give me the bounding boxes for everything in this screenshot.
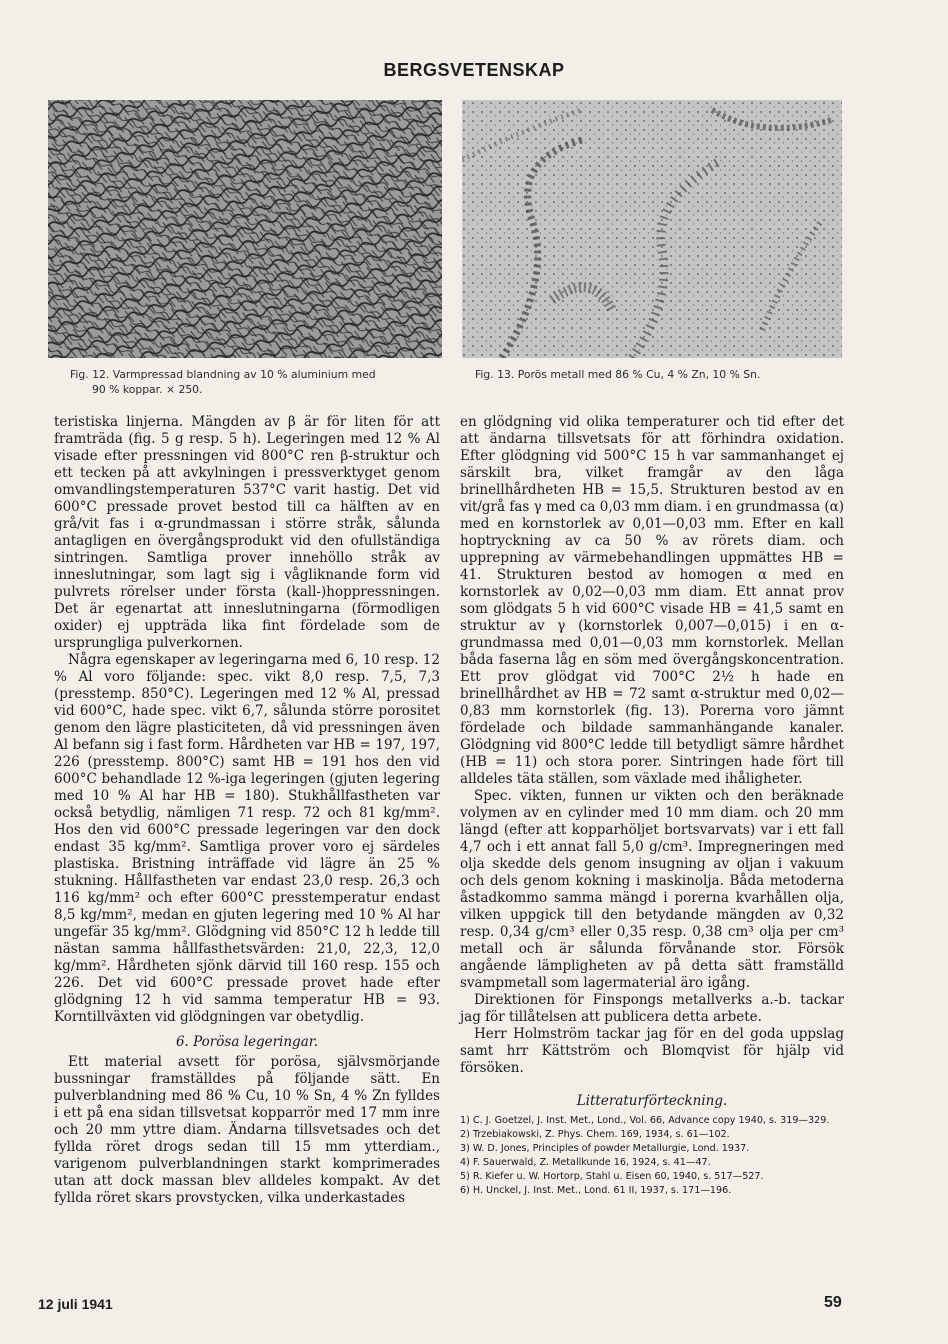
paragraph: Direktionen för Finspongs metallverks a.-b. tackar jag för tillåtelsen att publicera detta arbete.: [460, 992, 844, 1025]
figure-12-micrograph: [48, 100, 442, 358]
figure-12-caption: Fig. 12. Varmpressad blandning av 10 % aluminium med 90 % koppar. × 250.: [70, 368, 376, 396]
reference-item: 1) C. J. Goetzel, J. Inst. Met., Lond., Vol. 66, Advance copy 1940, s. 319—329.: [460, 1115, 830, 1126]
reference-list: [460, 1114, 844, 1198]
figure-13-caption: Fig. 13. Porös metall med 86 % Cu, 4 % Zn, 10 % Sn.: [475, 368, 761, 381]
reference-item: 2) Trzebiakowski, Z. Phys. Chem. 169, 1934, s. 61—102.: [460, 1129, 730, 1140]
paragraph: teristiska linjerna. Mängden av β är för liten för att framträda (fig. 5 g resp. 5 h). Legeringen med 12 % Al visade efter pressningen vid 800°C ren β-struktur och ett tecken på att avkylningen i pressverktyget genom omvandlingstemperaturen 537°C varit hastig. Det vid 600°C pressade provet bestod till ca hälften av en grå/vit fas i α-grundmassan i större stråk, sålunda antagligen en övergångsprodukt vid den ofullständiga sintringen. Samtliga prover innehöllo stråk av inneslutningar, som lagt sig i vågliknande form vid pulvrets rörelser under första (kall-)hoppressningen. Det är egenartat att inneslutningarna (förmodligen oxider) ej uppträda lika fint fördelade som de ursprungliga pulverkornen.: [54, 414, 440, 651]
reference-item: 6) H. Unckel, J. Inst. Met., Lond. 61 II, 1937, s. 171—196.: [460, 1185, 732, 1196]
paragraph: Ett material avsett för porösa, självsmörjande bussningar framställdes på följande sätt. En pulverblandning med 86 % Cu, 10 % Sn, 4 % Zn fylldes i ett på ena sidan tillsvetsat kopparrör med 17 mm inre och 20 mm yttre diam. Ändarna tillsvetsades och det fyllda röret drogs sedan till 15 mm ytterdiam., varigenom pulverblandningen starkt komprimerades utan att dock massan blev alldeles kompakt. Av det fyllda röret skars provstycken, vilka underkastades: [54, 1054, 440, 1206]
reference-item: 5) R. Kiefer u. W. Hortorp, Stahl u. Eisen 60, 1940, s. 517—527.: [460, 1171, 764, 1182]
paragraph: Spec. vikten, funnen ur vikten och den beräknade volymen av en cylinder med 10 mm diam. och 20 mm längd (efter att kopparhöljet bortsvarvats) var i ett fall 4,7 och i ett annat fall 5,0 g/cm³. Impregneringen med olja skedde dels genom insugning av oljan i vakuum och dels genom kokning i maskinolja. Båda metoderna åstadkommo samma mängd i porerna kvarhållen olja, vilken uppgick till den betydande mängden av 0,32 resp. 0,34 g/cm³ eller 0,35 resp. 0,38 cm³ olja per cm³ metall och är sålunda förvånande stor. Försök angående lämpligheten av på detta sätt framställd svampmetall som lagermaterial äro igång.: [460, 788, 844, 991]
figure-13-micrograph: [462, 100, 842, 358]
paragraph: Herr Holmström tackar jag för en del goda uppslag samt hrr Kättström och Blomqvist för hjälp vid försöken.: [460, 1026, 844, 1076]
issue-date: 12 juli 1941: [38, 1296, 113, 1312]
left-column: [54, 414, 440, 1207]
paragraph: Några egenskaper av legeringarna med 6, 10 resp. 12 % Al voro följande: spec. vikt 8,0 resp. 7,5, 7,3 (presstemp. 850°C). Legeringen med 12 % Al, pressad vid 600°C, hade spec. vikt 6,7, sålunda större porositet genom den lägre plasticiteten, då vid pressningen även Al befann sig i fast form. Hårdheten var HB = 197, 197, 226 (presstemp. 800°C) samt HB = 191 hos den vid 600°C behandlade 12 %-iga legeringen (gjuten legering med 10 % Al har HB = 180). Stukhållfastheten var också betydlig, nämligen 71 resp. 72 och 81 kg/mm². Hos den vid 600°C pressade legeringen var den dock endast 35 kg/mm². Samtliga prover voro ej särdeles plastiska. Bristning inträffade vid lägre än 25 % stukning. Hållfastheten var endast 23,0 resp. 26,3 och 116 kg/mm² och efter 600°C presstemperatur endast 8,5 kg/mm², medan en gjuten legering med 10 % Al har ungefär 35 kg/mm². Glödgning vid 850°C 12 h ledde till nästan samma hållfasthetsvärden: 21,0, 22,3, 12,0 kg/mm². Hårdheten sjönk därvid till 160 resp. 155 och 226. Det vid 600°C pressade provet hade efter glödgning 12 h vid samma temperatur HB = 93. Korntillväxten vid glödgningen var obetydlig.: [54, 652, 440, 1025]
references-heading: Litteraturförteckning.: [576, 1093, 728, 1109]
journal-title: BERGSVETENSKAP: [383, 60, 565, 80]
reference-item: 3) W. D. Jones, Principles of powder Metallurgie, Lond. 1937.: [460, 1143, 750, 1154]
paragraph: en glödgning vid olika temperaturer och tid efter det att ändarna tillsvetsats för att förhindra oxidation. Efter glödgning vid 500°C 15 h var sammanhanget ej särskilt bra, vilket framgår av den låga brinellhårdheten HB = 15,5. Strukturen bestod av en vit/grå fas γ med ca 0,03 mm diam. i en grundmassa (α) med en kornstorlek av 0,01—0,03 mm. Efter en kall hoptryckning av ca 50 % av rörets diam. och upprepning av värmebehandlingen uppmättes HB = 41. Strukturen bestod av homogen α med en kornstorlek av 0,02—0,03 mm diam. Ett annat prov som glödgats 5 h vid 600°C visade HB = 41,5 samt en struktur av γ (kornstorlek 0,007—0,015) i en α-grundmassa med 0,01—0,03 mm kornstorlek. Mellan båda faserna låg en söm med övergångskoncentration. Ett prov glödgat vid 700°C 2½ h hade en brinellhårdhet av HB = 72 samt α-struktur med 0,02—0,83 mm kornstorlek (fig. 13). Porerna voro jämnt fördelade och bildade sammanhängande kanaler. Glödgning vid 800°C ledde till betydligt sämre hårdhet (HB = 11) och stora porer. Sintringen hade fört till alldeles täta ställen, som växlade med ihåligheter.: [460, 414, 844, 787]
section-heading: 6. Porösa legeringar.: [175, 1034, 319, 1050]
reference-item: 4) F. Sauerwald, Z. Metallkunde 16, 1924, s. 41—47.: [460, 1157, 711, 1168]
right-column: [460, 414, 844, 1198]
page-number: 59: [824, 1294, 842, 1311]
